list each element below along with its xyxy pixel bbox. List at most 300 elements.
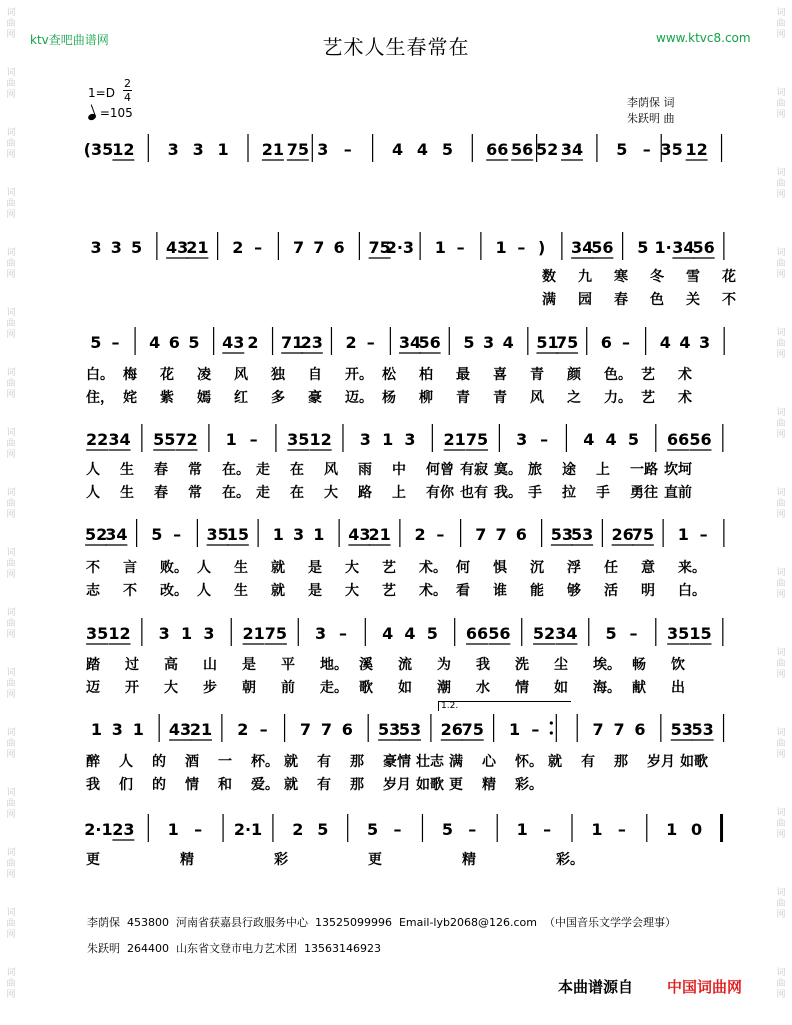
score-line-4 [80,420,740,460]
note-token: 52 [84,525,108,544]
watermark-right-13: 词 曲 网 [776,968,786,1000]
lyric-syllable: 情 [185,777,199,793]
lyric-line-7a [82,751,732,769]
note-token: 12 [685,140,708,159]
lyric-line-7b [82,774,732,792]
lyric-syllable: 流 [398,657,412,673]
watermark-left-7: 词 曲 网 [6,368,16,400]
lyric-syllable: 手 [596,485,610,501]
lyric-syllable: 何曾 [426,462,454,478]
note-token: 5 [188,333,200,352]
lyricist-credit: 李荫保 词 [627,96,675,109]
lyric-syllable: 术 [678,367,692,383]
lyric-line-3b [82,387,732,405]
note-token: – [642,140,651,159]
lyric-syllable: 尘 [554,657,568,673]
note-token: 34 [108,430,131,449]
lyric-syllable: 心 [482,754,496,770]
lyric-syllable: 何 [456,560,470,576]
watermark-left-4: 词 曲 网 [6,188,16,220]
watermark-right-6: 词 曲 网 [776,408,786,440]
lyric-syllable: 有寂 [460,462,488,478]
lyric-syllable: 花 [722,269,736,285]
lyric-syllable: 惧 [493,560,507,576]
lyric-syllable: 柏 [419,367,433,383]
lyric-syllable: 的 [152,754,166,770]
watermark-right-11: 词 曲 网 [776,808,786,840]
lyric-syllable: 常 [188,462,202,478]
lyric-syllable: 自 [308,367,322,383]
note-token: 43 [222,333,245,352]
note-token: 21 [189,720,213,739]
repeat-dot [550,721,553,724]
time-denominator: 4 [124,91,131,104]
note-token: 4 [583,430,595,449]
note-token: 3 [90,238,102,257]
lyric-syllable: 是 [242,657,256,673]
score-line-7 [80,710,740,750]
note-token: – [254,238,263,257]
note-token: 5 [441,140,453,159]
watermark-left-17: 词 曲 网 [6,968,16,1000]
lyric-syllable: 不 [722,292,736,308]
watermark-right-2: 词 曲 网 [776,88,786,120]
lyric-line-4a [82,459,732,477]
note-token: 3 [698,333,711,352]
note-token: 6 [341,720,353,739]
lyric-syllable: 壮志 [416,754,444,770]
lyric-syllable: 海。 [593,680,621,696]
note-token: 43 [165,238,189,257]
watermark-right-9: 词 曲 网 [776,648,786,680]
lyric-syllable: 花 [160,367,174,383]
lyric-syllable: 在 [290,485,304,501]
note-token: 1 [495,238,507,257]
note-token: 75 [461,720,484,739]
lyric-syllable: 人 [86,485,100,501]
lyric-syllable: 生 [234,560,248,576]
lyric-syllable: 上 [392,485,406,501]
note-token: 26 [440,720,463,739]
lyric-syllable: 手 [528,485,542,501]
note-token: 1 [666,820,678,839]
note-token: 75 [631,525,655,544]
lyric-syllable: 松 [382,367,396,383]
lyric-syllable: 就 [271,560,285,576]
note-token: 1 [591,820,603,839]
note-token: 6 [168,333,180,352]
lyric-syllable: 多 [271,390,285,406]
note-token: – [259,720,268,739]
lyricist-contact: 李荫保 453800 河南省获嘉县行政服务中心 13525099996 Email-lyb2068@126.com （中国音乐文学学会理事） [87,916,676,929]
note-token: 34 [570,238,594,257]
note-token: 75 [368,238,391,257]
lyric-syllable: 溪 [359,657,373,673]
lyric-syllable: 就 [548,754,562,770]
lyric-syllable: 和 [218,777,232,793]
note-token: 53 [691,720,714,739]
note-token: – [436,525,445,544]
lyric-syllable: 上 [596,462,610,478]
note-token: 5 [627,430,640,449]
note-token: 21 [443,430,466,449]
note-token: 75 [555,333,579,352]
lyric-syllable: 有 [317,777,331,793]
lyric-syllable: 之 [567,390,581,406]
note-token: 7 [293,238,305,257]
lyric-syllable: 凌 [197,367,211,383]
lyric-syllable: 改。 [160,583,188,599]
lyric-syllable: 看 [456,583,470,599]
lyric-syllable: 地。 [320,657,348,673]
lyric-syllable: 我。 [494,485,522,501]
lyric-syllable: 潮 [437,680,451,696]
note-token: 2 [237,720,249,739]
note-token: – [343,140,352,159]
note-token: 0 [691,820,703,839]
note-token: 5 [441,820,453,839]
source-label: 本曲谱源自 [558,978,634,996]
note-token: 5 [317,820,329,839]
lyric-syllable: 数 [542,269,556,285]
source-site-link[interactable]: 中国词曲网 [667,978,743,996]
lyric-syllable: 情 [515,680,529,696]
note-token: 23 [300,333,323,352]
lyric-syllable: 术。 [419,583,447,599]
lyric-syllable: 那 [614,754,628,770]
watermark-left-13: 词 曲 网 [6,728,16,760]
lyric-syllable: 园 [578,292,592,308]
lyric-syllable: 大 [164,680,178,696]
note-token: 7 [313,238,325,257]
watermark-left-16: 词 曲 网 [6,908,16,940]
lyric-syllable: 我 [476,657,490,673]
note-token: 56 [591,238,614,257]
lyric-syllable: 常 [188,485,202,501]
tempo-marking [88,106,133,120]
lyric-line-3a [82,364,732,382]
note-token: 26 [611,525,634,544]
watermark-left-14: 词 曲 网 [6,788,16,820]
lyric-line-6b [82,677,732,695]
lyric-syllable: 走 [256,462,270,478]
lyric-syllable: 青 [530,367,544,383]
note-token: 53 [670,720,693,739]
lyric-syllable: 岁月 [383,777,411,793]
lyric-syllable: 开 [125,680,139,696]
note-token: 7 [495,525,507,544]
lyric-syllable: 路 [358,485,372,501]
lyric-syllable: 最 [456,367,470,383]
site-link-right[interactable]: www.ktvc8.com [656,31,751,45]
note-token: 56 [418,333,441,352]
lyric-syllable: 艺 [641,390,655,406]
lyric-syllable: 术。 [419,560,447,576]
lyric-syllable: 艺 [382,560,396,576]
note-token: 1 [516,820,528,839]
note-token: 15 [226,525,250,544]
score-line-6 [80,614,740,654]
watermark-left-10: 词 曲 网 [6,548,16,580]
composer-contact: 朱跃明 264400 山东省文登市电力艺术团 13563146923 [87,942,381,955]
lyric-line-8a [82,849,732,867]
note-token: 1 [180,624,193,643]
note-token: – [456,238,465,257]
lyric-syllable: 我 [86,777,100,793]
lyric-syllable: 满 [542,292,556,308]
watermark-left-6: 词 曲 网 [6,308,16,340]
note-token: (35 [83,140,114,159]
note-token: 6 [333,238,345,257]
lyric-syllable: 醉 [86,754,100,770]
lyric-syllable: 埃。 [593,657,621,673]
note-token: 3 [359,430,371,449]
lyric-syllable: 生 [234,583,248,599]
note-token: 1 [508,720,521,739]
note-token: 1 [167,820,179,839]
note-token: 75 [264,624,288,643]
watermark-left-1: 词 曲 网 [6,8,16,40]
lyric-syllable: 更 [86,852,100,868]
watermark-left-2: 词 曲 网 [6,68,16,100]
lyric-syllable: 颜 [567,367,581,383]
lyric-syllable: 拉 [562,485,576,501]
note-token: ) [537,238,546,257]
lyric-syllable: 艺 [641,367,655,383]
lyric-syllable: 也有 [460,485,488,501]
note-token: 12 [309,430,332,449]
note-token: 12 [108,624,131,643]
lyric-syllable: 精 [482,777,496,793]
lyric-syllable: 直前 [664,485,692,501]
lyric-syllable: 喜 [493,367,507,383]
lyric-syllable: 彩 [274,852,288,868]
lyric-syllable: 大 [324,485,338,501]
lyric-syllable: 寒 [614,269,628,285]
note-token: 5 [605,624,617,643]
lyric-syllable: 不 [123,583,137,599]
note-token: – [468,820,477,839]
site-link-left[interactable]: ktv查吧曲谱网 [30,33,109,47]
lyric-syllable: 风 [324,462,338,478]
lyric-syllable: 出 [671,680,685,696]
note-token: 34 [105,525,128,544]
score-line-3 [80,323,740,363]
lyric-syllable: 就 [284,754,298,770]
note-token: – [249,430,258,449]
lyric-syllable: 志 [86,583,100,599]
note-token: 3 [203,624,215,643]
lyric-syllable: 沉 [530,560,544,576]
lyric-syllable: 够 [567,583,581,599]
watermark-left-5: 词 曲 网 [6,248,16,280]
lyric-line-5a [82,557,732,575]
note-token: 34 [398,333,422,352]
lyric-syllable: 白。 [678,583,706,599]
lyric-syllable: 能 [530,583,544,599]
lyric-syllable: 坎坷 [664,462,692,478]
lyric-syllable: 豪情 [383,754,411,770]
note-token: 6 [515,525,527,544]
lyric-syllable: 是 [308,560,322,576]
lyric-syllable: 生 [120,485,134,501]
note-token: 21 [368,525,391,544]
lyric-line-6a [82,654,732,672]
repeat-dot [550,731,553,734]
lyric-syllable: 前 [281,680,295,696]
lyric-syllable: 紫 [160,390,174,406]
note-token: 1 [272,525,284,544]
time-signature [123,78,132,103]
lyric-syllable: 是 [308,583,322,599]
lyric-syllable: 浮 [567,560,581,576]
note-token: 7 [592,720,604,739]
note-token: 52 [535,140,559,159]
watermark-left-8: 词 曲 网 [6,428,16,460]
note-token: 5 [463,333,475,352]
volta-label: 1.2. [441,701,459,711]
note-token: 3 [482,333,495,352]
lyric-syllable: 青 [456,390,470,406]
lyric-syllable: 迈 [86,680,100,696]
score-line-1 [80,130,740,170]
lyric-syllable: 冬 [650,269,664,285]
watermark-left-11: 词 曲 网 [6,608,16,640]
note-token: 12 [112,140,135,159]
note-token: 56 [488,624,511,643]
note-token: 22 [86,430,109,449]
lyric-syllable: 人 [119,754,133,770]
note-token: 43 [348,525,371,544]
lyric-syllable: 彩。 [556,852,584,868]
score-line-5 [80,515,740,555]
note-token: 4 [149,333,161,352]
time-numerator: 2 [124,77,131,90]
note-token: 4 [391,140,404,159]
note-token: 2 [414,525,426,544]
note-token: 3 [317,140,329,159]
note-token: 5 [367,820,379,839]
lyric-syllable: 雪 [686,269,700,285]
note-token: – [629,624,638,643]
lyric-syllable: 艺 [382,583,396,599]
note-token: 34 [560,140,584,159]
note-token: 21 [242,624,265,643]
lyric-syllable: 住， [86,390,114,406]
lyric-syllable: 就 [284,777,298,793]
note-token: 75 [286,140,309,159]
score-line-2 [80,228,740,268]
lyric-syllable: 洗 [515,657,529,673]
lyric-syllable: 红 [234,390,248,406]
note-token: 4 [404,624,416,643]
lyric-syllable: 春 [154,462,168,478]
note-token: 3 [293,525,305,544]
note-token: 2·3 [385,238,415,257]
note-token: 66 [486,140,509,159]
lyric-syllable: 怀。 [515,754,543,770]
note-token: 4 [382,624,394,643]
note-token: – [540,430,549,449]
lyric-syllable: 青 [493,390,507,406]
note-token: 51 [536,333,559,352]
lyric-syllable: 有你 [426,485,454,501]
lyric-syllable: 那 [350,777,364,793]
lyric-syllable: 生 [120,462,134,478]
lyric-syllable: 彩。 [515,777,543,793]
lyric-syllable: 春 [154,485,168,501]
note-token: – [393,820,402,839]
watermark-left-9: 词 曲 网 [6,488,16,520]
lyric-syllable: 如歌 [680,754,708,770]
lyric-syllable: 过 [125,657,139,673]
lyric-syllable: 色 [650,292,664,308]
note-token: 1· [654,238,672,257]
lyric-line-2b [82,289,736,308]
note-token: 1 [90,720,103,739]
score-line-8 [80,810,740,850]
note-token: – [338,624,347,643]
lyric-syllable: 风 [530,390,544,406]
lyric-syllable: 有 [317,754,331,770]
lyric-syllable: 如 [398,680,412,696]
note-token: 5 [90,333,102,352]
watermark-right-4: 词 曲 网 [776,248,786,280]
note-token: 53 [550,525,574,544]
watermark-right-1: 词 曲 网 [776,8,786,40]
note-token: 71 [281,333,304,352]
watermark-left-3: 词 曲 网 [6,128,16,160]
lyric-syllable: 为 [437,657,451,673]
lyric-syllable: 在 [290,462,304,478]
lyric-syllable: 谁 [493,583,507,599]
note-token: 66 [667,430,690,449]
lyric-syllable: 言 [123,560,137,576]
lyric-syllable: 在。 [222,485,250,501]
lyric-syllable: 明 [641,583,655,599]
lyric-syllable: 在。 [222,462,250,478]
note-token: 3 [516,430,528,449]
note-token: 55 [153,430,176,449]
lyric-syllable: 酒 [185,754,199,770]
lyric-syllable: 途 [562,462,576,478]
lyric-syllable: 更 [368,852,382,868]
lyric-syllable: 那 [350,754,364,770]
note-token: 3 [167,140,179,159]
note-token: 34 [672,238,695,257]
watermark-right-8: 词 曲 网 [776,568,786,600]
lyric-syllable: 如 [554,680,568,696]
lyric-syllable: 九 [578,269,592,285]
note-token: 3 [110,238,122,257]
note-token: – [699,525,708,544]
lyric-syllable: 不 [86,560,100,576]
lyric-line-4b [82,482,732,500]
lyric-syllable: 水 [476,680,490,696]
note-token: – [194,820,203,839]
note-token: – [531,720,540,739]
lyric-syllable: 步 [203,680,217,696]
note-token: 4 [502,333,514,352]
note-token: 3 [192,140,204,159]
lyric-syllable: 中 [392,462,406,478]
note-token: 56 [689,430,712,449]
note-token: 35 [206,525,229,544]
note-token: 7 [613,720,625,739]
lyric-syllable: 杯。 [251,754,279,770]
lyric-syllable: 关 [686,292,700,308]
watermark-right-7: 词 曲 网 [776,488,786,520]
